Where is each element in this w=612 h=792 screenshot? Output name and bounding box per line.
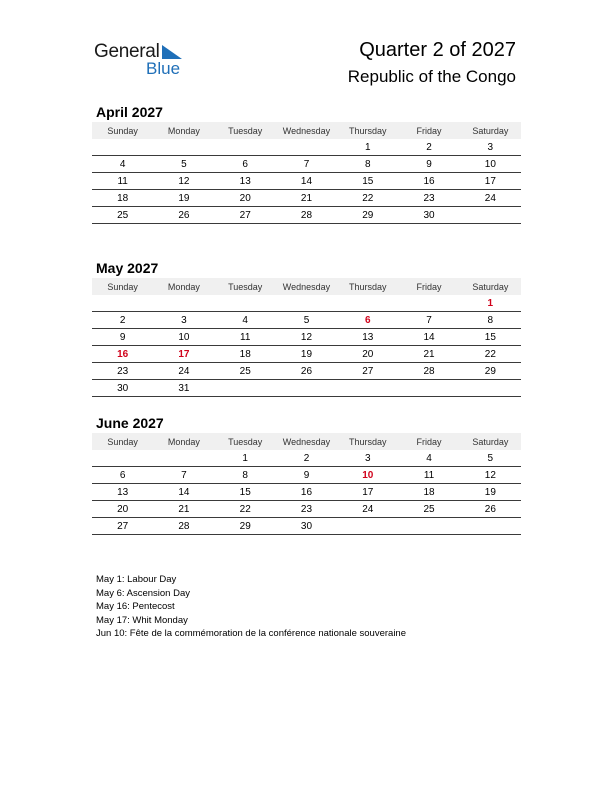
week-row	[92, 380, 521, 397]
month-title: June 2027	[96, 415, 164, 431]
holiday-note: May 1: Labour Day	[96, 574, 177, 585]
day-cell: 23	[117, 365, 129, 377]
day-cell: 13	[117, 486, 129, 498]
day-cell: 4	[242, 314, 248, 326]
generalblue-logo	[94, 41, 194, 81]
day-cell: 3	[181, 314, 187, 326]
day-cell: 28	[300, 209, 313, 221]
day-cell: 20	[239, 192, 251, 204]
day-cell: 26	[484, 503, 496, 515]
day-cell: 17	[362, 486, 374, 498]
day-cell: 22	[239, 503, 251, 515]
day-cell: 28	[423, 365, 435, 377]
weekday-label: Friday	[416, 436, 442, 447]
day-cell: 17	[178, 348, 190, 360]
day-cell: 25	[117, 209, 129, 221]
day-cell: 15	[362, 175, 374, 187]
day-cell: 27	[239, 209, 251, 221]
day-cell: 25	[423, 503, 435, 515]
weekday-label: Friday	[416, 281, 442, 292]
day-cell: 22	[362, 192, 374, 204]
day-cell: 6	[242, 158, 248, 170]
weekday-header	[92, 122, 521, 139]
day-cell: 19	[300, 348, 313, 360]
day-cell: 4	[119, 158, 126, 170]
day-cell: 18	[117, 192, 129, 204]
day-cell: 16	[117, 348, 129, 360]
day-cell: 30	[117, 382, 129, 394]
day-cell: 11	[117, 175, 128, 187]
month-title: May 2027	[96, 260, 159, 276]
week-row	[92, 363, 521, 380]
day-cell: 9	[119, 331, 126, 343]
day-cell: 9	[303, 469, 310, 481]
holiday-note: May 17: Whit Monday	[96, 614, 188, 626]
day-cell: 18	[423, 486, 435, 498]
week-row	[92, 467, 521, 484]
weekday-header	[92, 433, 521, 450]
week-row	[92, 329, 521, 346]
day-cell: 14	[423, 331, 435, 343]
country-name: Republic of the Congo	[347, 67, 516, 86]
logo-text-blue: Blue	[146, 59, 181, 78]
week-row	[92, 295, 521, 312]
day-cell: 8	[487, 314, 494, 326]
day-cell: 21	[300, 192, 313, 204]
day-cell: 13	[362, 331, 374, 343]
day-cell: 23	[423, 192, 435, 204]
day-cell: 31	[178, 382, 190, 394]
day-cell: 10	[484, 158, 496, 170]
holiday-note: Jun 10: Fête de la commémoration de la conférence nationale souveraine	[96, 628, 406, 639]
weekday-label: Monday	[167, 125, 200, 136]
day-cell: 3	[487, 141, 494, 153]
day-cell: 19	[484, 486, 496, 498]
day-cell: 25	[239, 365, 251, 377]
day-cell: 10	[362, 469, 374, 481]
logo-text-general: General	[94, 41, 160, 62]
day-cell: 1	[487, 297, 494, 309]
day-cell: 21	[423, 348, 435, 360]
month-calendar	[92, 258, 521, 397]
week-row	[92, 312, 521, 329]
day-cell: 26	[178, 209, 190, 221]
day-cell: 7	[303, 158, 310, 170]
weekday-label: Saturday	[472, 281, 509, 292]
weekday-label: Thursday	[349, 436, 387, 447]
day-cell: 16	[300, 486, 313, 498]
day-cell: 7	[426, 314, 432, 326]
day-cell: 6	[364, 314, 371, 326]
weekday-label: Monday	[167, 436, 200, 447]
weekday-label: Sunday	[107, 281, 138, 292]
month-calendar	[92, 413, 521, 535]
weekday-label: Thursday	[349, 281, 387, 292]
week-row	[92, 156, 521, 173]
day-cell: 16	[423, 175, 435, 187]
holiday-note: May 16: Pentecost	[96, 601, 175, 612]
day-cell: 17	[484, 175, 496, 187]
day-cell: 11	[423, 469, 435, 481]
day-cell: 22	[484, 348, 496, 360]
day-cell: 2	[119, 314, 126, 326]
day-cell: 29	[239, 520, 251, 532]
week-row	[92, 190, 521, 207]
day-cell: 12	[178, 175, 190, 187]
weekday-label: Sunday	[107, 436, 138, 447]
day-cell: 5	[303, 314, 310, 326]
weekday-label: Sunday	[107, 125, 138, 136]
weekday-label: Wednesday	[282, 436, 331, 447]
day-cell: 21	[178, 503, 190, 515]
week-row	[92, 518, 521, 535]
weekday-label: Tuesday	[228, 281, 263, 292]
day-cell: 9	[426, 158, 432, 170]
week-row	[92, 501, 521, 518]
page-title: Quarter 2 of 2027	[359, 39, 516, 61]
day-cell: 18	[239, 348, 251, 360]
day-cell: 6	[119, 469, 126, 481]
day-cell: 2	[426, 141, 432, 153]
day-cell: 11	[240, 331, 251, 343]
day-cell: 30	[300, 520, 313, 532]
day-cell: 14	[300, 175, 313, 187]
day-cell: 27	[362, 365, 374, 377]
weekday-label: Wednesday	[282, 125, 331, 136]
day-cell: 5	[181, 158, 187, 170]
weekday-label: Tuesday	[228, 125, 263, 136]
day-cell: 8	[364, 158, 371, 170]
day-cell: 2	[303, 452, 310, 464]
week-row	[92, 173, 521, 190]
day-cell: 3	[364, 452, 371, 464]
day-cell: 27	[117, 520, 129, 532]
week-row	[92, 484, 521, 501]
day-cell: 15	[484, 331, 496, 343]
day-cell: 4	[426, 452, 432, 464]
day-cell: 20	[117, 503, 129, 515]
day-cell: 10	[178, 331, 190, 343]
weekday-label: Saturday	[472, 436, 509, 447]
weekday-label: Wednesday	[282, 281, 331, 292]
day-cell: 1	[242, 452, 248, 464]
weekday-label: Saturday	[472, 125, 509, 136]
day-cell: 12	[300, 331, 313, 343]
weekday-label: Friday	[416, 125, 442, 136]
day-cell: 29	[484, 365, 496, 377]
day-cell: 30	[423, 209, 435, 221]
week-row	[92, 450, 521, 467]
day-cell: 24	[362, 503, 374, 515]
day-cell: 8	[242, 469, 248, 481]
day-cell: 14	[178, 486, 190, 498]
day-cell: 29	[362, 209, 374, 221]
day-cell: 12	[484, 469, 496, 481]
weekday-label: Monday	[167, 281, 200, 292]
holiday-notes	[96, 573, 416, 641]
holiday-note: May 6: Ascension Day	[96, 587, 190, 599]
day-cell: 26	[300, 365, 313, 377]
month-title: April 2027	[96, 104, 163, 120]
day-cell: 1	[364, 141, 371, 153]
day-cell: 24	[178, 365, 190, 377]
weekday-header	[92, 278, 521, 295]
weekday-label: Tuesday	[228, 436, 263, 447]
week-row	[92, 346, 521, 363]
day-cell: 23	[300, 503, 313, 515]
day-cell: 28	[178, 520, 190, 532]
day-cell: 7	[181, 469, 187, 481]
month-calendar	[92, 102, 521, 224]
day-cell: 24	[484, 192, 496, 204]
day-cell: 13	[239, 175, 251, 187]
week-row	[92, 207, 521, 224]
day-cell: 20	[362, 348, 374, 360]
week-row	[92, 139, 521, 156]
day-cell: 15	[239, 486, 251, 498]
day-cell: 19	[178, 192, 190, 204]
day-cell: 5	[487, 452, 494, 464]
weekday-label: Thursday	[349, 125, 387, 136]
